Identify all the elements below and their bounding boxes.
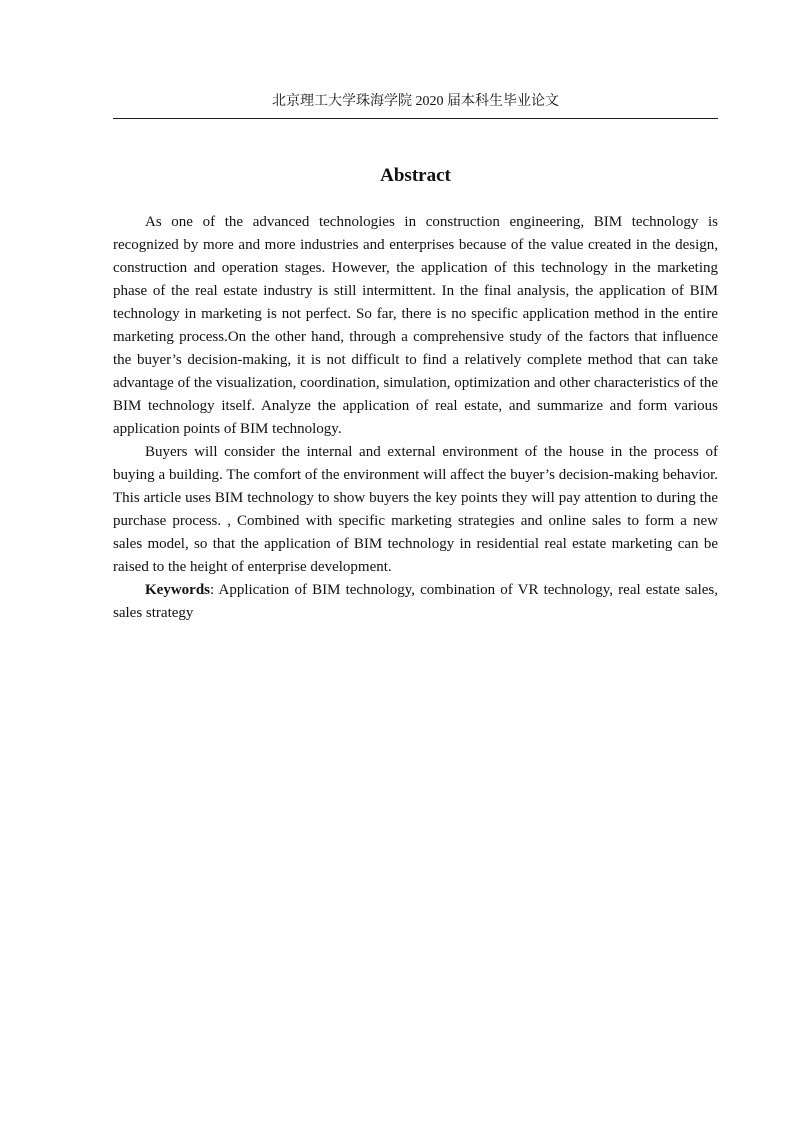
- header-divider: [113, 118, 718, 119]
- running-header: 北京理工大学珠海学院 2020 届本科生毕业论文: [272, 94, 559, 109]
- abstract-title: Abstract: [380, 165, 451, 186]
- keywords-label: Keywords: [145, 582, 210, 598]
- keywords-line: [113, 579, 718, 625]
- abstract-paragraph-2: Buyers will consider the internal and external environment of the house in the process of buying a building. The comfort of the environment will affect the buyer’s decision-making behavior. This article uses BIM technology to show buyers the key points they will pay attention to during the purchase process. , Combined with specific marketing strategies and online sales to form a new sales model, so that the application of BIM technology in residential real estate marketing can be raised to the height of enterprise development.: [113, 444, 718, 575]
- abstract-paragraph-1: As one of the advanced technologies in construction engineering, BIM technology is recognized by more and more industries and enterprises because of the value created in the design, construction and operation stages. However, the application of this technology in the marketing phase of the real estate industry is still intermittent. In the final analysis, the application of BIM technology in marketing is not perfect. So far, there is no specific application method in the entire marketing process.On the other hand, through a comprehensive study of the factors that influence the buyer’s decision-making, it is not difficult to find a relatively complete method that can take advantage of the visualization, coordination, simulation, optimization and other characteristics of the BIM technology itself. Analyze the application of real estate, and summarize and form various application points of BIM technology.: [113, 214, 718, 437]
- keywords-text: : Application of BIM technology, combination of VR technology, real estate sales, sales strategy: [113, 582, 718, 621]
- abstract-body: [113, 211, 718, 625]
